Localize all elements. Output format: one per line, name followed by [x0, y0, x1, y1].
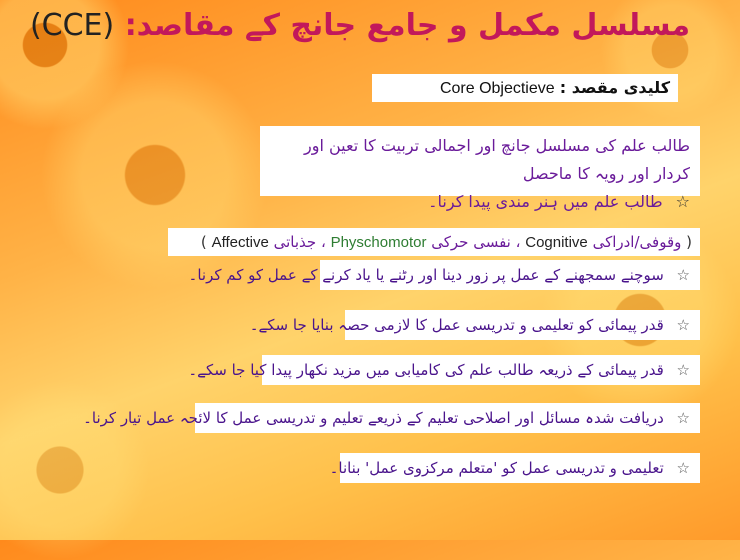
objective-item-text: سوچنے سمجھنے کے عمل پر زور دینا اور رٹنے یا یاد کرنے کے عمل کو کم کرنا۔ [188, 266, 664, 284]
objective-item-text: قدر پیمائی کو تعلیمی و تدریسی عمل کا لازمی حصہ بنایا جا سکے۔ [249, 316, 664, 334]
objective-item [188, 260, 700, 290]
objective-item-text: تعلیمی و تدریسی عمل کو 'متعلم مرکزوی عمل' بنانا۔ [329, 459, 664, 477]
star-icon: ☆ [676, 316, 690, 334]
core-objective-box [372, 74, 678, 102]
domain-psychomotor-english: Physchomotor [330, 234, 427, 251]
slide-title [0, 8, 720, 43]
title-urdu: مسلسل مکمل و جامع جانچ کے مقاصد: [124, 8, 691, 43]
objective-item-text: دریافت شدہ مسائل اور اصلاحی تعلیم کے ذریعے تعلیم و تدریسی عمل کا لائحہ عمل تیار کرنا۔ [83, 409, 664, 427]
objective-paragraph [260, 126, 700, 211]
learning-domains-box [168, 228, 700, 256]
star-icon: ☆ [676, 409, 690, 427]
open-paren: ( [686, 233, 692, 251]
star-icon: ☆ [676, 361, 690, 379]
objective-item-text: قدر پیمائی کے ذریعہ طالب علم کی کامیابی میں مزید نکھار پیدا کیا جا سکے۔ [188, 361, 664, 379]
domain-affective-urdu: ، جذباتی [273, 233, 326, 251]
close-paren: ) [200, 233, 207, 251]
objective-item [83, 403, 700, 433]
domain-cognitive-urdu: وقوفی/ادراکی [592, 233, 682, 251]
paragraph-line-2-text: طالب علم میں ہنر مندی پیدا کرنا۔ [428, 192, 663, 211]
star-icon: ☆ [676, 266, 690, 284]
domain-psychomotor-urdu: ، نفسی حرکی [431, 233, 521, 251]
paragraph-line-1: طالب علم کی مسلسل جانچ اور اجمالی تربیت کا تعین اور کردار اور رویہ کا ماحصل [304, 136, 690, 183]
objective-item [249, 310, 700, 340]
domain-cognitive-english: Cognitive [525, 234, 588, 251]
star-icon: ☆ [675, 192, 690, 211]
objective-item [188, 355, 700, 385]
core-objective-english: Core Objectieve [439, 80, 555, 97]
title-acronym: (CCE) [29, 8, 115, 43]
paragraph-line-2 [270, 188, 690, 216]
domain-affective-english: Affective [211, 234, 269, 251]
core-objective-urdu: کلیدی مقصد : [559, 78, 670, 97]
star-icon: ☆ [676, 459, 690, 477]
objective-item [329, 453, 700, 483]
